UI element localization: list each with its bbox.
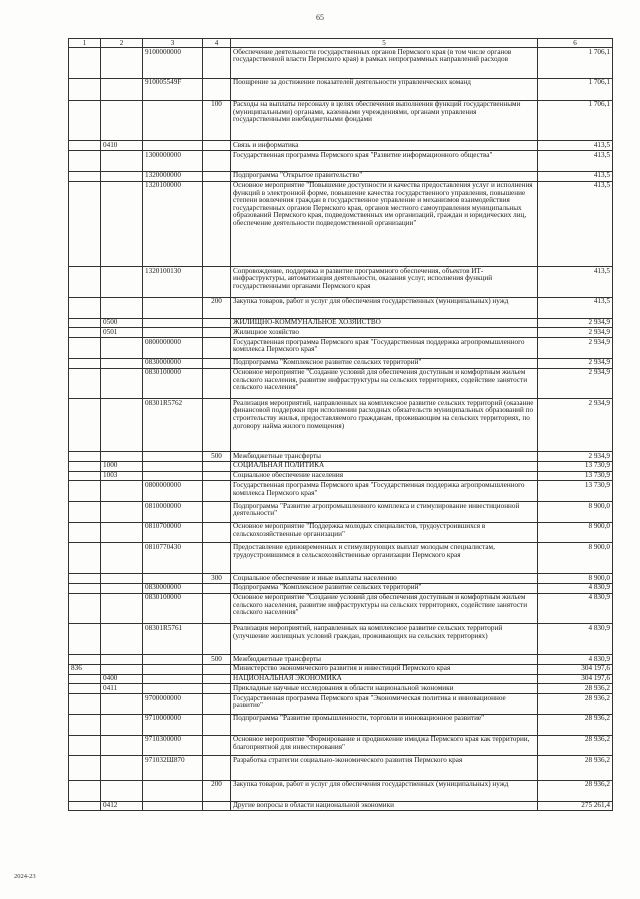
- cell-target-article: [143, 318, 203, 328]
- table-row: [69, 756, 613, 781]
- cell-amount: 28 936,2: [538, 735, 613, 756]
- cell-section-code: [101, 338, 143, 359]
- cell-section-code: 0410: [101, 141, 143, 151]
- cell-admin-code: [69, 780, 101, 801]
- cell-amount: 413,5: [538, 181, 613, 267]
- cell-target-article: 08301R5762: [143, 399, 203, 452]
- cell-expense-type: [203, 78, 231, 100]
- cell-target-article: [143, 451, 203, 461]
- cell-expense-type: [203, 593, 231, 624]
- cell-description: Государственная программа Пермского края "Государственная поддержка агропромышленного комплекса Пермского края": [231, 338, 538, 359]
- cell-expense-type: [203, 151, 231, 172]
- cell-expense-type: [203, 471, 231, 481]
- cell-target-article: 0800000000: [143, 481, 203, 502]
- header-cell-1: 1: [69, 39, 101, 48]
- cell-amount: 2 934,9: [538, 328, 613, 338]
- cell-admin-code: [69, 78, 101, 100]
- table-row: [69, 358, 613, 368]
- cell-amount: 2 934,9: [538, 451, 613, 461]
- cell-amount: 275 261,4: [538, 801, 613, 811]
- table-row: [69, 583, 613, 593]
- cell-section-code: 0500: [101, 318, 143, 328]
- cell-admin-code: [69, 674, 101, 684]
- cell-description: Государственная программа Пермского края "Государственная поддержка агропромышленного комплекса Пермского края": [231, 481, 538, 502]
- cell-target-article: 9700000000: [143, 694, 203, 715]
- cell-description: Предоставление единовременных и стимулирующих выплат молодым специалистам, трудоустроившимся в сельскохозяйственные организации Пермского края: [231, 543, 538, 574]
- cell-admin-code: [69, 574, 101, 584]
- table-row: [69, 399, 613, 452]
- table-row: [69, 368, 613, 399]
- cell-expense-type: [203, 481, 231, 502]
- cell-section-code: 0411: [101, 684, 143, 694]
- cell-target-article: [143, 471, 203, 481]
- cell-admin-code: [69, 151, 101, 172]
- cell-section-code: [101, 297, 143, 318]
- cell-target-article: 0830000000: [143, 583, 203, 593]
- cell-section-code: [101, 694, 143, 715]
- cell-description: Государственная программа Пермского края "Экономическая политика и инновационное развитие": [231, 694, 538, 715]
- cell-description: Расходы на выплаты персоналу в целях обеспечения выполнения функций государственными (муниципальными) органами, казенными учреждениями, органами управления государственными внебюджетными фондами: [231, 100, 538, 141]
- cell-expense-type: [203, 368, 231, 399]
- header-cell-2: 2: [101, 39, 143, 48]
- cell-amount: 8 900,0: [538, 522, 613, 543]
- cell-admin-code: [69, 522, 101, 543]
- cell-section-code: [101, 543, 143, 574]
- cell-amount: 413,5: [538, 171, 613, 181]
- cell-target-article: 0800000000: [143, 338, 203, 359]
- cell-expense-type: [203, 801, 231, 811]
- cell-amount: 13 730,9: [538, 461, 613, 471]
- cell-expense-type: 500: [203, 451, 231, 461]
- cell-description: Межбюджетные трансферты: [231, 451, 538, 461]
- cell-amount: 8 900,0: [538, 502, 613, 523]
- cell-expense-type: [203, 735, 231, 756]
- cell-section-code: [101, 399, 143, 452]
- cell-admin-code: [69, 684, 101, 694]
- cell-description: СОЦИАЛЬНАЯ ПОЛИТИКА: [231, 461, 538, 471]
- cell-admin-code: [69, 502, 101, 523]
- cell-admin-code: [69, 735, 101, 756]
- cell-expense-type: [203, 664, 231, 674]
- cell-section-code: 0501: [101, 328, 143, 338]
- cell-section-code: [101, 624, 143, 655]
- cell-description: Закупка товаров, работ и услуг для обеспечения государственных (муниципальных) нужд: [231, 297, 538, 318]
- cell-admin-code: [69, 694, 101, 715]
- cell-expense-type: [203, 714, 231, 735]
- cell-amount: 28 936,2: [538, 694, 613, 715]
- cell-amount: 413,5: [538, 297, 613, 318]
- cell-admin-code: [69, 297, 101, 318]
- cell-amount: 413,5: [538, 151, 613, 172]
- table-row: [69, 801, 613, 811]
- cell-amount: 28 936,2: [538, 756, 613, 781]
- cell-admin-code: [69, 181, 101, 267]
- cell-section-code: [101, 655, 143, 665]
- cell-section-code: [101, 181, 143, 267]
- cell-amount: 2 934,9: [538, 368, 613, 399]
- cell-description: Поощрение за достижение показателей деятельности управленческих команд: [231, 78, 538, 100]
- cell-expense-type: [203, 338, 231, 359]
- cell-amount: 304 197,6: [538, 674, 613, 684]
- cell-expense-type: [203, 461, 231, 471]
- cell-admin-code: [69, 655, 101, 665]
- page-number: 65: [316, 13, 324, 22]
- cell-expense-type: [203, 583, 231, 593]
- cell-amount: 2 934,9: [538, 358, 613, 368]
- cell-description: Закупка товаров, работ и услуг для обеспечения государственных (муниципальных) нужд: [231, 780, 538, 801]
- cell-amount: 4 830,9: [538, 655, 613, 665]
- cell-expense-type: 100: [203, 100, 231, 141]
- cell-target-article: 0830100000: [143, 368, 203, 399]
- cell-amount: 28 936,2: [538, 780, 613, 801]
- cell-admin-code: [69, 801, 101, 811]
- cell-section-code: [101, 714, 143, 735]
- cell-admin-code: [69, 141, 101, 151]
- cell-section-code: [101, 78, 143, 100]
- cell-expense-type: [203, 399, 231, 452]
- cell-section-code: 0412: [101, 801, 143, 811]
- cell-admin-code: [69, 714, 101, 735]
- cell-admin-code: [69, 451, 101, 461]
- cell-expense-type: [203, 181, 231, 267]
- table-row: [69, 297, 613, 318]
- cell-description: Основное мероприятие "Поддержка молодых специалистов, трудоустроившихся в сельскохозяйственные организации": [231, 522, 538, 543]
- table-row: [69, 664, 613, 674]
- cell-admin-code: [69, 48, 101, 79]
- table-row: [69, 451, 613, 461]
- cell-expense-type: [203, 48, 231, 79]
- table-row: [69, 318, 613, 328]
- cell-amount: 8 900,0: [538, 543, 613, 574]
- header-cell-4: 4: [203, 39, 231, 48]
- table-row: [69, 624, 613, 655]
- budget-table: [68, 38, 613, 811]
- cell-admin-code: [69, 318, 101, 328]
- cell-target-article: 9710300000: [143, 735, 203, 756]
- cell-section-code: 1003: [101, 471, 143, 481]
- cell-admin-code: [69, 338, 101, 359]
- cell-target-article: [143, 655, 203, 665]
- table-row: [69, 328, 613, 338]
- cell-amount: 304 197,6: [538, 664, 613, 674]
- cell-expense-type: 200: [203, 297, 231, 318]
- cell-description: Основное мероприятие "Создание условий для обеспечения доступным и комфортным жильем сельского населения, развитие инфраструктуры на сельских территориях, содействие занятости сельского населения": [231, 593, 538, 624]
- table-row: [69, 181, 613, 267]
- table-row: [69, 674, 613, 684]
- cell-description: ЖИЛИЩНО-КОММУНАЛЬНОЕ ХОЗЯЙСТВО: [231, 318, 538, 328]
- cell-description: НАЦИОНАЛЬНАЯ ЭКОНОМИКА: [231, 674, 538, 684]
- cell-description: Жилищное хозяйство: [231, 328, 538, 338]
- cell-description: Разработка стратегии социально-экономического развития Пермского края: [231, 756, 538, 781]
- cell-expense-type: 500: [203, 655, 231, 665]
- cell-amount: 4 830,9: [538, 593, 613, 624]
- cell-expense-type: [203, 318, 231, 328]
- cell-expense-type: [203, 674, 231, 684]
- cell-admin-code: [69, 267, 101, 298]
- cell-description: Подпрограмма "Комплексное развитие сельских территорий": [231, 358, 538, 368]
- table-row: [69, 522, 613, 543]
- cell-section-code: [101, 583, 143, 593]
- cell-target-article: [143, 674, 203, 684]
- table-row: [69, 735, 613, 756]
- cell-description: Основное мероприятие "Создание условий для обеспечения доступным и комфортным жильем сельского населения, развитие инфраструктуры на сельских территориях, содействие занятости сельского населения": [231, 368, 538, 399]
- header-cell-5: 5: [231, 39, 538, 48]
- cell-expense-type: [203, 502, 231, 523]
- cell-section-code: [101, 735, 143, 756]
- cell-amount: 4 830,9: [538, 624, 613, 655]
- cell-description: Реализация мероприятий, направленных на комплексное развитие сельских территорий (улучшение жилищных условий граждан, проживающих на сельских территориях): [231, 624, 538, 655]
- cell-expense-type: [203, 141, 231, 151]
- cell-target-article: 0830100000: [143, 593, 203, 624]
- table-row: [69, 100, 613, 141]
- cell-section-code: 0400: [101, 674, 143, 684]
- cell-expense-type: [203, 522, 231, 543]
- cell-expense-type: [203, 684, 231, 694]
- cell-section-code: [101, 574, 143, 584]
- table-row: [69, 151, 613, 172]
- cell-target-article: [143, 574, 203, 584]
- table-row: [69, 502, 613, 523]
- cell-target-article: 910005549F: [143, 78, 203, 100]
- cell-section-code: [101, 780, 143, 801]
- table-row: [69, 78, 613, 100]
- cell-description: Государственная программа Пермского края "Развитие информационного общества": [231, 151, 538, 172]
- cell-admin-code: 836: [69, 664, 101, 674]
- cell-expense-type: 200: [203, 780, 231, 801]
- cell-description: Министерство экономического развития и инвестиций Пермского края: [231, 664, 538, 674]
- cell-expense-type: [203, 358, 231, 368]
- cell-description: Подпрограмма "Развитие агропромышленного комплекса и стимулирование инвестиционной деятельности": [231, 502, 538, 523]
- cell-target-article: 1320100130: [143, 267, 203, 298]
- cell-admin-code: [69, 461, 101, 471]
- cell-section-code: [101, 358, 143, 368]
- cell-amount: 28 936,2: [538, 714, 613, 735]
- cell-description: Связь и информатика: [231, 141, 538, 151]
- cell-amount: 2 934,9: [538, 318, 613, 328]
- cell-description: Подпрограмма "Развитие промышленности, торговли и инновационное развитие": [231, 714, 538, 735]
- cell-admin-code: [69, 481, 101, 502]
- cell-amount: 13 730,9: [538, 471, 613, 481]
- cell-target-article: 1300000000: [143, 151, 203, 172]
- cell-target-article: [143, 141, 203, 151]
- cell-amount: 28 936,2: [538, 684, 613, 694]
- cell-section-code: [101, 267, 143, 298]
- cell-description: Другие вопросы в области национальной экономики: [231, 801, 538, 811]
- table-row: [69, 171, 613, 181]
- table-header-row: [69, 39, 613, 48]
- cell-target-article: [143, 684, 203, 694]
- cell-admin-code: [69, 624, 101, 655]
- table-row: [69, 141, 613, 151]
- cell-description: Социальное обеспечение и иные выплаты населению: [231, 574, 538, 584]
- cell-amount: 4 830,9: [538, 583, 613, 593]
- cell-section-code: [101, 664, 143, 674]
- cell-target-article: 9100000000: [143, 48, 203, 79]
- cell-target-article: 9710000000: [143, 714, 203, 735]
- cell-amount: 413,5: [538, 141, 613, 151]
- cell-description: Социальное обеспечение населения: [231, 471, 538, 481]
- cell-expense-type: 300: [203, 574, 231, 584]
- table-row: [69, 714, 613, 735]
- cell-target-article: 0830000000: [143, 358, 203, 368]
- cell-section-code: [101, 593, 143, 624]
- table-row: [69, 780, 613, 801]
- cell-description: Прикладные научные исследования в области национальной экономики: [231, 684, 538, 694]
- cell-section-code: [101, 502, 143, 523]
- cell-section-code: [101, 48, 143, 79]
- cell-section-code: [101, 756, 143, 781]
- cell-description: Межбюджетные трансферты: [231, 655, 538, 665]
- table-row: [69, 593, 613, 624]
- table-row: [69, 574, 613, 584]
- cell-admin-code: [69, 471, 101, 481]
- cell-admin-code: [69, 328, 101, 338]
- table-row: [69, 338, 613, 359]
- cell-description: Реализация мероприятий, направленных на комплексное развитие сельских территорий (оказание финансовой поддержки при исполнении расходных обязательств муниципальных образований по строительству жилья, предоставляемого гражданам, проживающим на сельских территориях, по договору найма жилого помещения): [231, 399, 538, 452]
- cell-section-code: [101, 368, 143, 399]
- table-row: [69, 543, 613, 574]
- cell-expense-type: [203, 756, 231, 781]
- cell-target-article: 971032Ш870: [143, 756, 203, 781]
- cell-target-article: 08301R5761: [143, 624, 203, 655]
- cell-amount: 1 706,1: [538, 100, 613, 141]
- table-row: [69, 481, 613, 502]
- cell-target-article: [143, 664, 203, 674]
- table-row: [69, 684, 613, 694]
- cell-target-article: 0810000000: [143, 502, 203, 523]
- cell-target-article: [143, 801, 203, 811]
- cell-description: Подпрограмма "Открытое правительство": [231, 171, 538, 181]
- cell-description: Обеспечение деятельности государственных органов Пермского края (в том числе органов государственной власти Пермского края) в рамках непрограммных направлений расходов: [231, 48, 538, 79]
- cell-admin-code: [69, 368, 101, 399]
- cell-section-code: [101, 151, 143, 172]
- cell-admin-code: [69, 543, 101, 574]
- cell-expense-type: [203, 543, 231, 574]
- cell-amount: 1 706,1: [538, 48, 613, 79]
- cell-expense-type: [203, 694, 231, 715]
- cell-admin-code: [69, 593, 101, 624]
- cell-description: Подпрограмма "Комплексное развитие сельских территорий": [231, 583, 538, 593]
- cell-section-code: [101, 522, 143, 543]
- cell-amount: 2 934,9: [538, 338, 613, 359]
- cell-amount: 2 934,9: [538, 399, 613, 452]
- cell-amount: 8 900,0: [538, 574, 613, 584]
- cell-target-article: 0810770430: [143, 543, 203, 574]
- cell-admin-code: [69, 583, 101, 593]
- header-cell-3: 3: [143, 39, 203, 48]
- cell-expense-type: [203, 171, 231, 181]
- cell-amount: 13 730,9: [538, 481, 613, 502]
- cell-expense-type: [203, 328, 231, 338]
- cell-admin-code: [69, 171, 101, 181]
- header-cell-6: 6: [538, 39, 613, 48]
- cell-admin-code: [69, 358, 101, 368]
- cell-description: Основное мероприятие "Повышение доступности и качества предоставления услуг и исполнения функций в электронной форме, повышение качества государственного управления, повышение степени вовлечения граждан в государственное управление и механизмов взаимодействия государственных органов Пермского края, органов местного самоуправления муниципальных образований Пермского края, подведомственных им организаций, граждан и юридических лиц, обеспечение деятельности подведомственной организации": [231, 181, 538, 267]
- cell-section-code: [101, 171, 143, 181]
- cell-target-article: [143, 780, 203, 801]
- cell-section-code: 1000: [101, 461, 143, 471]
- cell-description: Основное мероприятие "Формирование и продвижение имиджа Пермского края как территории, благоприятной для инвестирования": [231, 735, 538, 756]
- table-row: [69, 461, 613, 471]
- cell-expense-type: [203, 267, 231, 298]
- table-row: [69, 694, 613, 715]
- cell-target-article: 0810700000: [143, 522, 203, 543]
- cell-target-article: [143, 100, 203, 141]
- cell-admin-code: [69, 756, 101, 781]
- cell-admin-code: [69, 100, 101, 141]
- table-row: [69, 48, 613, 79]
- cell-target-article: 1320000000: [143, 171, 203, 181]
- cell-amount: 1 706,1: [538, 78, 613, 100]
- cell-section-code: [101, 100, 143, 141]
- cell-amount: 413,5: [538, 267, 613, 298]
- cell-target-article: [143, 328, 203, 338]
- cell-section-code: [101, 481, 143, 502]
- table-row: [69, 267, 613, 298]
- cell-expense-type: [203, 624, 231, 655]
- table-row: [69, 655, 613, 665]
- cell-target-article: [143, 461, 203, 471]
- cell-description: Сопровождение, поддержка и развитие программного обеспечения, объектов ИТ-инфраструктуры, автоматизация деятельности, оказания услуг, исполнения функций государственными органами Пермского края: [231, 267, 538, 298]
- table-row: [69, 471, 613, 481]
- cell-admin-code: [69, 399, 101, 452]
- cell-section-code: [101, 451, 143, 461]
- footer-code: 2024-23: [14, 873, 36, 880]
- cell-target-article: 1320100000: [143, 181, 203, 267]
- cell-target-article: [143, 297, 203, 318]
